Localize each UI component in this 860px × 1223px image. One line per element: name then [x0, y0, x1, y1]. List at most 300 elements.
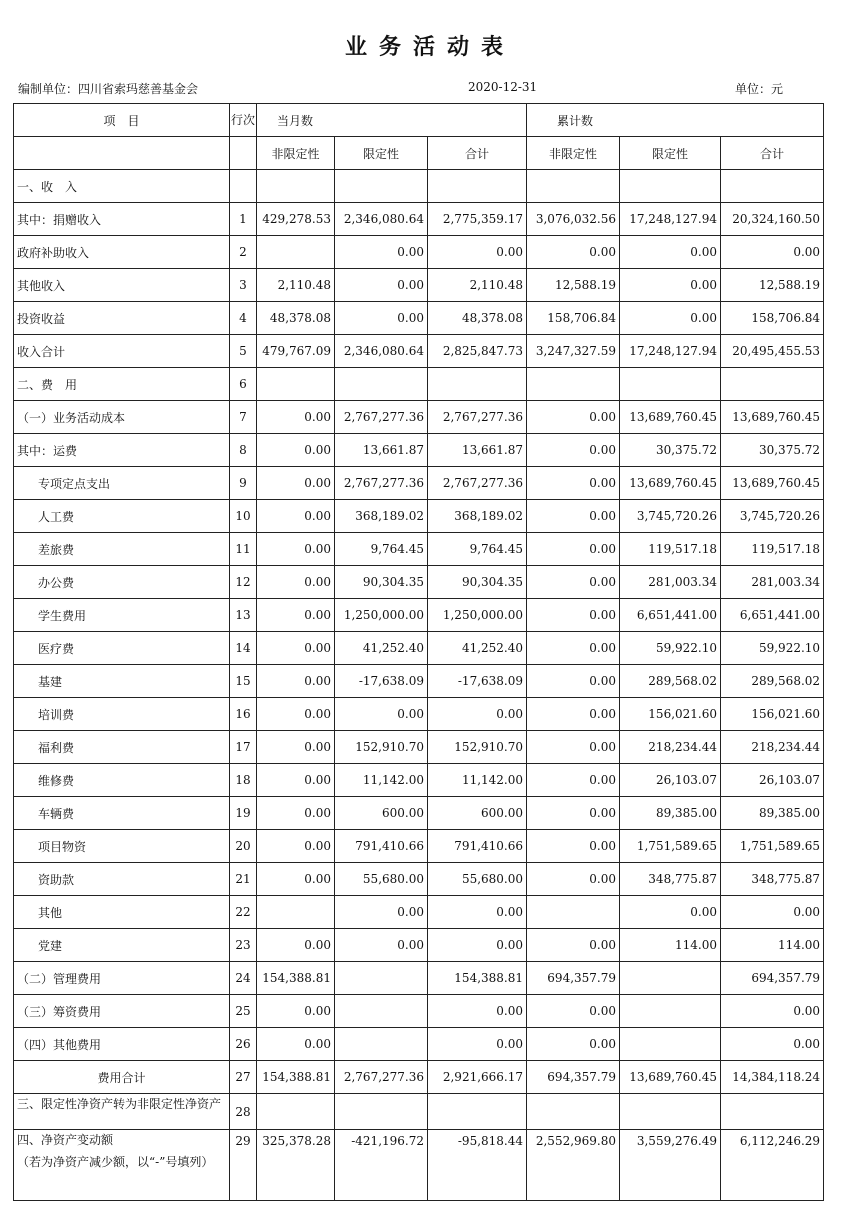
row-value-cell: 368,189.02 [335, 500, 428, 533]
row-value-cell: 152,910.70 [428, 731, 527, 764]
row-value-cell: 479,767.09 [257, 335, 335, 368]
row-line-number: 17 [230, 731, 257, 764]
row-line-number: 14 [230, 632, 257, 665]
row-value-cell: 2,110.48 [428, 269, 527, 302]
row-value-cell [620, 995, 721, 1028]
table-row [14, 731, 824, 764]
table-row [14, 797, 824, 830]
row-value-cell: 11,142.00 [335, 764, 428, 797]
table-row [14, 632, 824, 665]
row-label-text: 学生费用 [38, 608, 87, 623]
row-value-cell: 119,517.18 [721, 533, 824, 566]
row-value-cell [257, 368, 335, 401]
row-value-cell: 0.00 [335, 302, 428, 335]
row-value-cell [620, 962, 721, 995]
table-row [14, 368, 824, 401]
row-label-text: 党建 [38, 938, 63, 953]
row-value-cell: 0.00 [257, 401, 335, 434]
row-value-cell [620, 170, 721, 203]
row-label [14, 269, 230, 302]
row-value-cell: 0.00 [428, 236, 527, 269]
report-title: 业务活动表 [344, 34, 515, 60]
row-value-cell: 154,388.81 [257, 1061, 335, 1094]
row-value-cell: 2,110.48 [257, 269, 335, 302]
row-label [14, 1061, 230, 1094]
row-label-text: 四、净资产变动额 [17, 1133, 114, 1147]
table-row [14, 995, 824, 1028]
header-row-1 [14, 104, 824, 137]
row-value-cell: 13,689,760.45 [721, 467, 824, 500]
row-label [14, 467, 230, 500]
row-value-cell [335, 170, 428, 203]
row-value-cell: 0.00 [527, 434, 620, 467]
row-label-text: 培训费 [38, 707, 75, 722]
row-value-cell: 59,922.10 [721, 632, 824, 665]
row-value-cell: 325,378.28 [257, 1130, 335, 1201]
row-label-text: 其中：捐赠收入 [17, 212, 102, 227]
row-label [14, 632, 230, 665]
row-value-cell: 156,021.60 [721, 698, 824, 731]
row-value-cell: 791,410.66 [335, 830, 428, 863]
row-value-cell: 0.00 [527, 929, 620, 962]
row-value-cell: 90,304.35 [428, 566, 527, 599]
row-value-cell: 791,410.66 [428, 830, 527, 863]
row-label [14, 533, 230, 566]
table-row [14, 1130, 824, 1201]
row-value-cell: 89,385.00 [721, 797, 824, 830]
row-value-cell [335, 1028, 428, 1061]
table-row [14, 533, 824, 566]
row-value-cell: 12,588.19 [527, 269, 620, 302]
row-value-cell: -17,638.09 [428, 665, 527, 698]
row-value-cell [257, 896, 335, 929]
row-label-text: 其他 [38, 905, 63, 920]
row-value-cell: 0.00 [527, 566, 620, 599]
table-row [14, 203, 824, 236]
col-cum-restricted: 限定性 [620, 137, 721, 170]
table-row [14, 698, 824, 731]
row-label [14, 335, 230, 368]
row-label-text: 差旅费 [38, 542, 75, 557]
row-label-text: （四）其他费用 [17, 1037, 102, 1052]
row-line-number: 12 [230, 566, 257, 599]
row-value-cell: 9,764.45 [335, 533, 428, 566]
row-value-cell: 0.00 [428, 995, 527, 1028]
row-value-cell: 0.00 [257, 665, 335, 698]
row-label-text: 一、收 入 [17, 179, 78, 194]
row-label-text: 二、费 用 [17, 377, 78, 392]
row-line-number: 10 [230, 500, 257, 533]
table-row [14, 830, 824, 863]
table-row [14, 269, 824, 302]
col-current-header: 当月数 [257, 104, 527, 137]
row-line-number: 27 [230, 1061, 257, 1094]
row-label-text: （二）管理费用 [17, 971, 102, 986]
row-value-cell: 17,248,127.94 [620, 203, 721, 236]
table-row [14, 1028, 824, 1061]
row-value-cell [335, 995, 428, 1028]
row-value-cell: 694,357.79 [721, 962, 824, 995]
row-label [14, 995, 230, 1028]
row-value-cell: 0.00 [620, 302, 721, 335]
row-value-cell: 0.00 [721, 1028, 824, 1061]
row-value-cell: 0.00 [527, 467, 620, 500]
row-label [14, 1028, 230, 1061]
row-label-text: 收入合计 [17, 344, 66, 359]
row-value-cell: 13,689,760.45 [620, 467, 721, 500]
row-value-cell: 0.00 [428, 896, 527, 929]
row-value-cell: 41,252.40 [428, 632, 527, 665]
row-line-number: 26 [230, 1028, 257, 1061]
row-value-cell: 2,346,080.64 [335, 203, 428, 236]
row-value-cell: 0.00 [257, 599, 335, 632]
row-value-cell: 0.00 [257, 830, 335, 863]
row-value-cell [721, 368, 824, 401]
row-label-text: （三）筹资费用 [17, 1004, 102, 1019]
row-value-cell: 0.00 [527, 995, 620, 1028]
table-row [14, 467, 824, 500]
row-value-cell [335, 962, 428, 995]
row-value-cell: 0.00 [257, 863, 335, 896]
row-value-cell: 600.00 [335, 797, 428, 830]
row-value-cell: 0.00 [527, 599, 620, 632]
row-line-number: 24 [230, 962, 257, 995]
row-value-cell: 0.00 [620, 236, 721, 269]
row-label [14, 665, 230, 698]
table-row [14, 566, 824, 599]
row-label-text: 政府补助收入 [17, 245, 90, 260]
row-value-cell: 55,680.00 [428, 863, 527, 896]
row-label-text: 办公费 [38, 575, 75, 590]
table-row [14, 434, 824, 467]
table-row [14, 236, 824, 269]
row-value-cell [257, 1094, 335, 1130]
row-value-cell: 158,706.84 [721, 302, 824, 335]
row-value-cell: 0.00 [527, 401, 620, 434]
table-row [14, 1094, 824, 1130]
row-value-cell: 3,745,720.26 [721, 500, 824, 533]
row-label-text: 基建 [38, 674, 63, 689]
row-value-cell: 2,921,666.17 [428, 1061, 527, 1094]
row-value-cell: 0.00 [335, 929, 428, 962]
row-value-cell: 289,568.02 [620, 665, 721, 698]
row-value-cell: 1,250,000.00 [335, 599, 428, 632]
row-value-cell [428, 368, 527, 401]
row-value-cell: 17,248,127.94 [620, 335, 721, 368]
row-label [14, 797, 230, 830]
row-label [14, 962, 230, 995]
row-line-number: 11 [230, 533, 257, 566]
row-line-number: 18 [230, 764, 257, 797]
table-row [14, 335, 824, 368]
row-value-cell: 20,495,455.53 [721, 335, 824, 368]
row-value-cell: 368,189.02 [428, 500, 527, 533]
table-row [14, 764, 824, 797]
row-value-cell: 2,767,277.36 [428, 467, 527, 500]
row-label [14, 170, 230, 203]
col-cum-total: 合计 [721, 137, 824, 170]
row-value-cell [721, 1094, 824, 1130]
row-value-cell: 0.00 [527, 830, 620, 863]
row-value-cell: 9,764.45 [428, 533, 527, 566]
row-line-number: 5 [230, 335, 257, 368]
row-line-number: 20 [230, 830, 257, 863]
row-line-number: 13 [230, 599, 257, 632]
row-label-text: 三、限定性净资产转为非限定性净资产 [17, 1097, 222, 1111]
row-value-cell: 0.00 [257, 797, 335, 830]
row-value-cell: 348,775.87 [620, 863, 721, 896]
col-cumulative-header: 累计数 [527, 104, 824, 137]
row-line-number: 9 [230, 467, 257, 500]
row-value-cell: 0.00 [257, 731, 335, 764]
row-value-cell: 218,234.44 [721, 731, 824, 764]
row-value-cell: 3,076,032.56 [527, 203, 620, 236]
row-value-cell: 2,767,277.36 [335, 467, 428, 500]
row-value-cell: 14,384,118.24 [721, 1061, 824, 1094]
row-label-text: 维修费 [38, 773, 75, 788]
row-value-cell: 30,375.72 [721, 434, 824, 467]
row-value-cell: 348,775.87 [721, 863, 824, 896]
row-label [14, 731, 230, 764]
table-row [14, 863, 824, 896]
row-value-cell: -421,196.72 [335, 1130, 428, 1201]
row-value-cell: 2,767,277.36 [335, 401, 428, 434]
row-label-text: 车辆费 [38, 806, 75, 821]
row-value-cell: 2,825,847.73 [428, 335, 527, 368]
row-value-cell: 0.00 [257, 566, 335, 599]
row-line-number: 4 [230, 302, 257, 335]
col-current-restricted: 限定性 [335, 137, 428, 170]
row-line-number [230, 170, 257, 203]
row-label [14, 500, 230, 533]
row-value-cell [721, 170, 824, 203]
row-value-cell: 6,112,246.29 [721, 1130, 824, 1201]
row-value-cell: 13,689,760.45 [620, 1061, 721, 1094]
row-value-cell [527, 1094, 620, 1130]
row-value-cell: 1,250,000.00 [428, 599, 527, 632]
row-label [14, 368, 230, 401]
row-value-cell: 158,706.84 [527, 302, 620, 335]
row-value-cell: 429,278.53 [257, 203, 335, 236]
row-label-text: 医疗费 [38, 641, 75, 656]
row-value-cell: 0.00 [335, 269, 428, 302]
row-value-cell: 2,775,359.17 [428, 203, 527, 236]
row-value-cell: 89,385.00 [620, 797, 721, 830]
row-value-cell: 48,378.08 [428, 302, 527, 335]
currency-unit: 单位：元 [735, 82, 784, 96]
table-row [14, 665, 824, 698]
row-value-cell [527, 368, 620, 401]
row-value-cell: 12,588.19 [721, 269, 824, 302]
row-value-cell: 0.00 [428, 698, 527, 731]
row-label-text: 人工费 [38, 509, 75, 524]
row-value-cell: 30,375.72 [620, 434, 721, 467]
row-label [14, 203, 230, 236]
activity-table [13, 103, 824, 1201]
row-line-number: 15 [230, 665, 257, 698]
table-row [14, 302, 824, 335]
row-value-cell: 2,346,080.64 [335, 335, 428, 368]
row-value-cell: 13,661.87 [428, 434, 527, 467]
row-label [14, 896, 230, 929]
row-value-cell: 0.00 [257, 1028, 335, 1061]
row-label [14, 1094, 230, 1130]
row-value-cell: 281,003.34 [620, 566, 721, 599]
row-value-cell: 2,767,277.36 [428, 401, 527, 434]
table-row [14, 170, 824, 203]
row-value-cell: 119,517.18 [620, 533, 721, 566]
row-value-cell: 0.00 [257, 995, 335, 1028]
col-line-header: 行次 [230, 104, 257, 137]
row-value-cell: 0.00 [527, 698, 620, 731]
row-value-cell [257, 170, 335, 203]
row-value-cell [428, 1094, 527, 1130]
table-row [14, 929, 824, 962]
row-line-number: 25 [230, 995, 257, 1028]
row-value-cell: 3,745,720.26 [620, 500, 721, 533]
row-label-text: （一）业务活动成本 [17, 410, 126, 425]
row-value-cell: 0.00 [527, 533, 620, 566]
row-value-cell: 156,021.60 [620, 698, 721, 731]
row-value-cell: 3,247,327.59 [527, 335, 620, 368]
organization-label: 编制单位：四川省索玛慈善基金会 [18, 82, 199, 96]
row-value-cell [620, 1094, 721, 1130]
row-value-cell: 0.00 [527, 731, 620, 764]
row-value-cell: 218,234.44 [620, 731, 721, 764]
row-value-cell: 0.00 [721, 995, 824, 1028]
col-current-unrestricted: 非限定性 [257, 137, 335, 170]
row-value-cell: 13,689,760.45 [620, 401, 721, 434]
header-blank [230, 137, 257, 170]
row-value-cell [620, 1028, 721, 1061]
row-value-cell: 3,559,276.49 [620, 1130, 721, 1201]
row-label [14, 236, 230, 269]
row-value-cell: 0.00 [335, 236, 428, 269]
row-label [14, 599, 230, 632]
row-value-cell: 0.00 [257, 698, 335, 731]
table-row [14, 401, 824, 434]
row-value-cell: 0.00 [527, 1028, 620, 1061]
row-value-cell: 114.00 [721, 929, 824, 962]
row-line-number: 1 [230, 203, 257, 236]
row-value-cell: 281,003.34 [721, 566, 824, 599]
row-line-number: 2 [230, 236, 257, 269]
row-label [14, 401, 230, 434]
row-value-cell: 0.00 [428, 929, 527, 962]
row-label [14, 434, 230, 467]
row-label [14, 929, 230, 962]
table-row [14, 896, 824, 929]
row-value-cell: 0.00 [527, 863, 620, 896]
row-value-cell: 0.00 [335, 698, 428, 731]
row-value-cell: 0.00 [527, 632, 620, 665]
row-value-cell: 0.00 [257, 764, 335, 797]
row-value-cell [527, 896, 620, 929]
row-value-cell: 114.00 [620, 929, 721, 962]
row-value-cell: 6,651,441.00 [721, 599, 824, 632]
row-value-cell: 1,751,589.65 [721, 830, 824, 863]
row-label-text: 费用合计 [97, 1070, 146, 1085]
row-value-cell: 0.00 [721, 236, 824, 269]
row-line-number: 21 [230, 863, 257, 896]
table-row [14, 1061, 824, 1094]
row-label-text: 福利费 [38, 740, 75, 755]
row-value-cell: 152,910.70 [335, 731, 428, 764]
row-value-cell: -95,818.44 [428, 1130, 527, 1201]
col-cum-unrestricted: 非限定性 [527, 137, 620, 170]
row-note: （若为净资产减少额，以“-”号填列） [17, 1155, 214, 1169]
row-line-number: 19 [230, 797, 257, 830]
col-item-header: 项 目 [14, 104, 230, 137]
row-value-cell: 0.00 [335, 896, 428, 929]
row-label-text: 投资收益 [17, 311, 66, 326]
row-label [14, 830, 230, 863]
row-value-cell: 0.00 [428, 1028, 527, 1061]
row-value-cell: 694,357.79 [527, 962, 620, 995]
row-value-cell: 154,388.81 [428, 962, 527, 995]
row-label [14, 566, 230, 599]
row-value-cell: 0.00 [527, 236, 620, 269]
report-date: 2020-12-31 [468, 80, 538, 94]
row-value-cell: 0.00 [527, 500, 620, 533]
row-value-cell: 2,552,969.80 [527, 1130, 620, 1201]
row-value-cell: 55,680.00 [335, 863, 428, 896]
row-label-text: 项目物资 [38, 839, 87, 854]
row-value-cell: 6,651,441.00 [620, 599, 721, 632]
row-label [14, 863, 230, 896]
table-row [14, 962, 824, 995]
row-value-cell: 20,324,160.50 [721, 203, 824, 236]
row-value-cell: 289,568.02 [721, 665, 824, 698]
row-value-cell [335, 368, 428, 401]
row-value-cell: 0.00 [257, 929, 335, 962]
row-line-number: 6 [230, 368, 257, 401]
row-value-cell: 0.00 [257, 500, 335, 533]
row-label-text: 资助款 [38, 872, 75, 887]
row-label [14, 764, 230, 797]
row-value-cell: 48,378.08 [257, 302, 335, 335]
row-value-cell: 0.00 [620, 896, 721, 929]
row-value-cell [335, 1094, 428, 1130]
table-body [14, 170, 824, 1201]
row-value-cell: 0.00 [721, 896, 824, 929]
row-value-cell: 90,304.35 [335, 566, 428, 599]
row-label [14, 1130, 230, 1201]
row-value-cell: 694,357.79 [527, 1061, 620, 1094]
row-line-number: 8 [230, 434, 257, 467]
row-value-cell: 1,751,589.65 [620, 830, 721, 863]
row-line-number: 22 [230, 896, 257, 929]
row-value-cell: 0.00 [620, 269, 721, 302]
row-label-text: 其中：运费 [17, 443, 78, 458]
row-value-cell: 11,142.00 [428, 764, 527, 797]
row-line-number: 3 [230, 269, 257, 302]
row-label-text: 专项定点支出 [38, 476, 111, 491]
row-value-cell: 0.00 [527, 764, 620, 797]
row-value-cell [428, 170, 527, 203]
row-line-number: 28 [230, 1094, 257, 1130]
header-row-2 [14, 137, 824, 170]
row-value-cell: 26,103.07 [721, 764, 824, 797]
header-blank [14, 137, 230, 170]
row-value-cell: 0.00 [257, 632, 335, 665]
table-row [14, 599, 824, 632]
row-value-cell: 2,767,277.36 [335, 1061, 428, 1094]
row-value-cell: 13,689,760.45 [721, 401, 824, 434]
row-line-number: 16 [230, 698, 257, 731]
row-value-cell [527, 170, 620, 203]
row-label [14, 302, 230, 335]
